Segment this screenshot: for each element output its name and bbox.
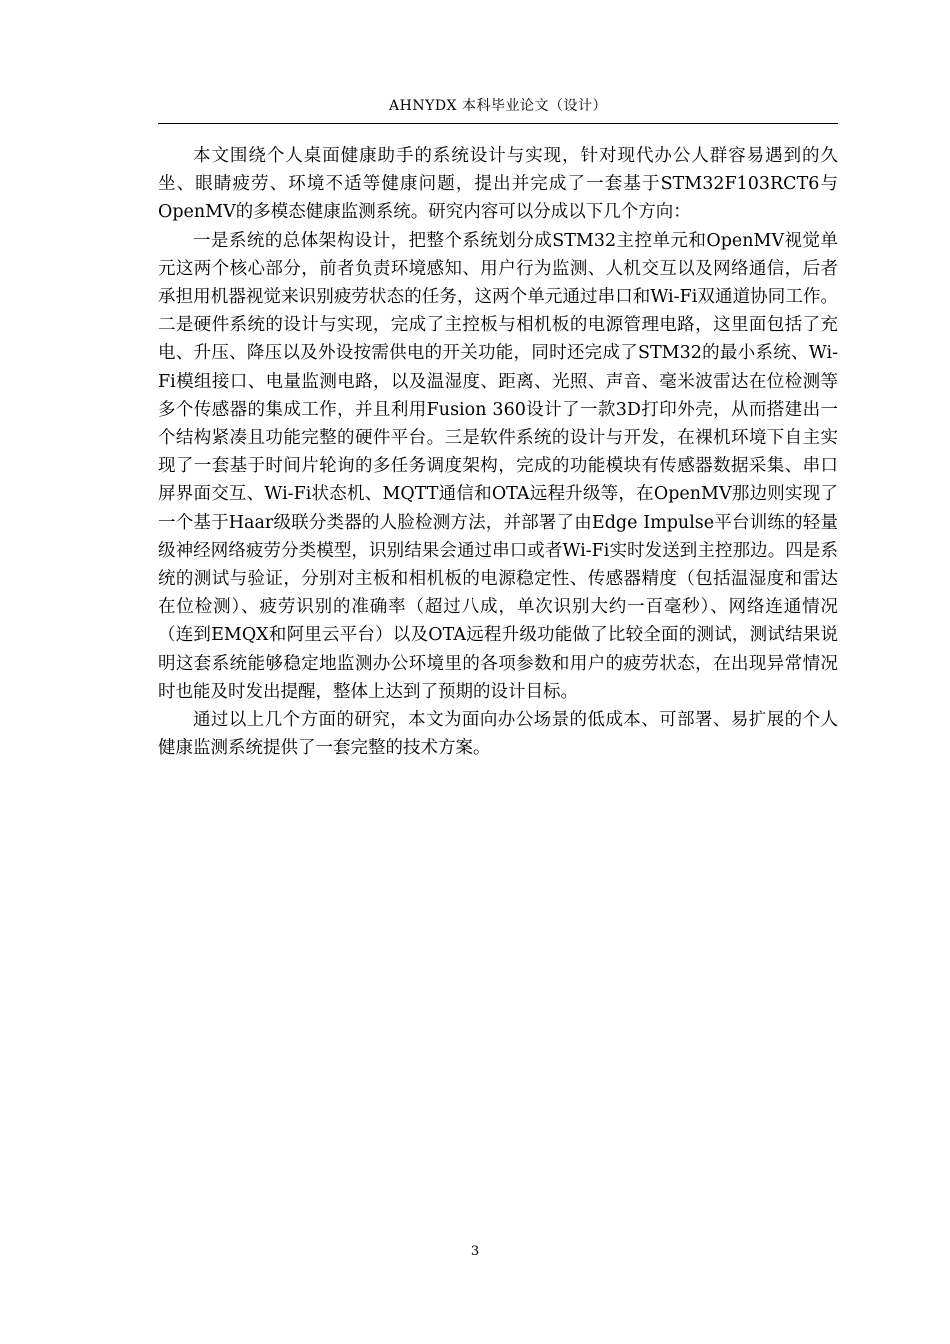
paragraph-intro: 本文围绕个人桌面健康助手的系统设计与实现，针对现代办公人群容易遇到的久坐、眼睛疲劳、环境不适等健康问题，提出并完成了一套基于STM32F103RCT6与OpenMV的多模态健康监测系统。研究内容可以分成以下几个方向： [158,146,838,223]
body-text [158,142,838,762]
page-number: 3 [470,1244,480,1259]
paragraph-conclusion: 通过以上几个方面的研究，本文为面向办公场景的低成本、可部署、易扩展的个人健康监测系统提供了一套完整的技术方案。 [158,710,838,759]
running-header: AHNYDX 本科毕业论文（设计） [389,98,607,114]
paragraph-research-content: 一是系统的总体架构设计，把整个系统划分成STM32主控单元和OpenMV视觉单元这两个核心部分，前者负责环境感知、用户行为监测、人机交互以及网络通信，后者承担用机器视觉来识别疲劳状态的任务，这两个单元通过串口和Wi-Fi双通道协同工作。二是硬件系统的设计与实现，完成了主控板与相机板的电源管理电路，这里面包括了充电、升压、降压以及外设按需供电的开关功能，同时还完成了STM32的最小系统、Wi-Fi模组接口、电量监测电路，以及温湿度、距离、光照、声音、毫米波雷达在位检测等多个传感器的集成工作，并且利用Fusion 360设计了一款3D打印外壳，从而搭建出一个结构紧凑且功能完整的硬件平台。三是软件系统的设计与开发，在裸机环境下自主实现了一套基于时间片轮询的多任务调度架构，完成的功能模块有传感器数据采集、串口屏界面交互、Wi-Fi状态机、MQTT通信和OTA远程升级等，在OpenMV那边则实现了一个基于Haar级联分类器的人脸检测方法，并部署了由Edge Impulse平台训练的轻量级神经网络疲劳分类模型，识别结果会通过串口或者Wi-Fi实时发送到主控那边。四是系统的测试与验证，分别对主板和相机板的电源稳定性、传感器精度（包括温湿度和雷达在位检测）、疲劳识别的准确率（超过八成，单次识别大约一百毫秒）、网络连通情况（连到EMQX和阿里云平台）以及OTA远程升级功能做了比较全面的测试，测试结果说明这套系统能够稳定地监测办公环境里的各项参数和用户的疲劳状态，在出现异常情况时也能及时发出提醒，整体上达到了预期的设计目标。 [158,230,838,702]
header-rule [158,123,838,124]
